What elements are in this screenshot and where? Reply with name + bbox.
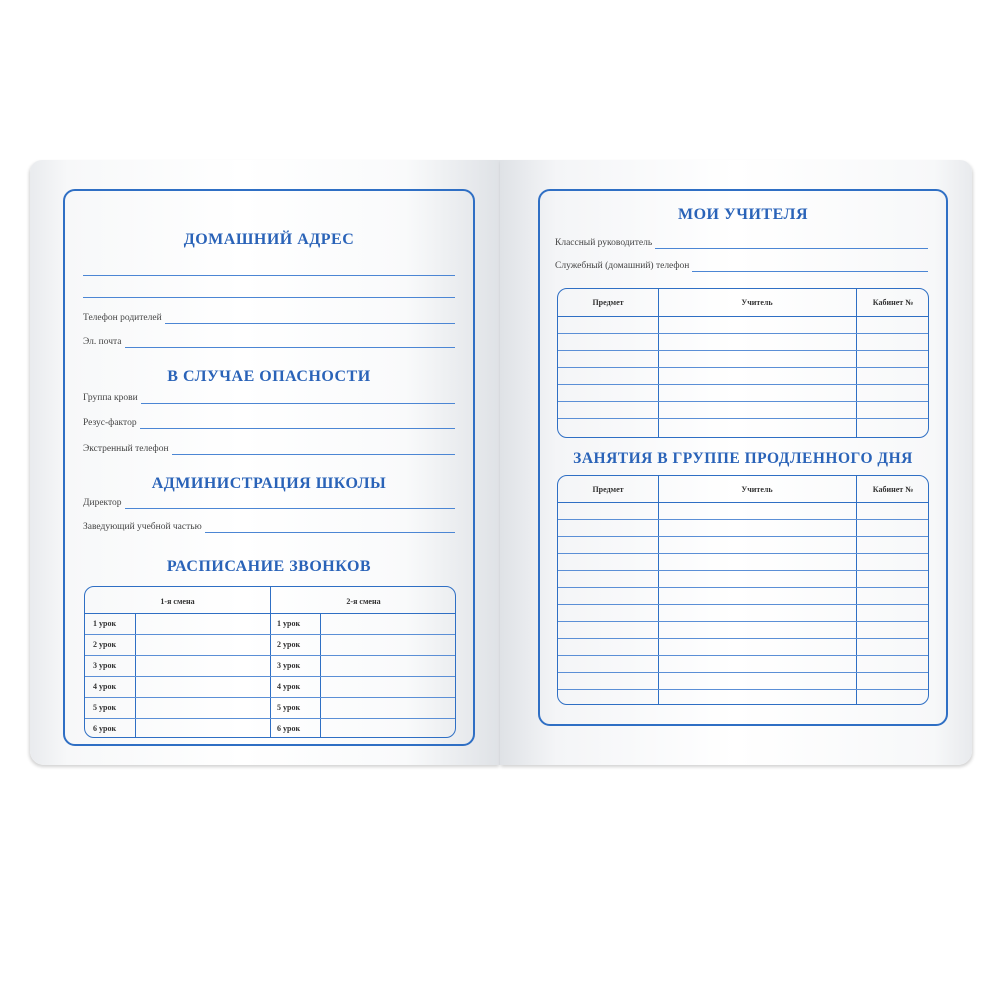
parents-phone-label: Телефон родителей <box>83 313 162 323</box>
shift2-lesson-1: 1 урок <box>277 619 301 628</box>
shift2-header: 2-я смена <box>346 597 381 606</box>
teachers-table <box>557 288 929 438</box>
danger-heading: В СЛУЧАЕ ОПАСНОСТИ <box>167 368 371 385</box>
work-phone-label: Служебный (домашний) телефон <box>555 261 690 271</box>
left-page <box>30 160 500 765</box>
director-field[interactable] <box>83 498 455 509</box>
emergency-phone-field[interactable] <box>83 444 455 455</box>
address-line-1[interactable] <box>83 275 455 276</box>
shift1-lesson-1: 1 урок <box>93 619 117 628</box>
rh-factor-field[interactable] <box>83 418 455 429</box>
bell-schedule-table <box>84 586 456 738</box>
parents-phone-field[interactable] <box>83 313 455 324</box>
extended-day-heading: ЗАНЯТИЯ В ГРУППЕ ПРОДЛЕННОГО ДНЯ <box>573 450 913 467</box>
shift1-lesson-5: 5 урок <box>93 703 117 712</box>
address-line-2[interactable] <box>83 297 455 298</box>
class-teacher-label: Классный руководитель <box>555 238 653 248</box>
shift2-lesson-2: 2 урок <box>277 640 301 649</box>
teachers-col-subject: Предмет <box>592 298 624 307</box>
blood-type-label: Группа крови <box>83 393 138 403</box>
extended-col-teacher: Учитель <box>741 485 773 494</box>
shift1-lesson-6: 6 урок <box>93 724 117 733</box>
blood-type-field[interactable] <box>83 393 455 404</box>
head-teacher-label: Заведующий учебной частью <box>83 522 202 532</box>
bell-schedule-heading: РАСПИСАНИЕ ЗВОНКОВ <box>166 558 372 575</box>
right-page-frame <box>538 189 948 726</box>
left-page-frame <box>63 189 475 746</box>
shift2-lesson-4: 4 урок <box>277 682 301 691</box>
extended-col-subject: Предмет <box>592 485 624 494</box>
email-label: Эл. почта <box>83 337 122 347</box>
rh-factor-label: Резус-фактор <box>83 418 137 428</box>
home-address-heading: ДОМАШНИЙ АДРЕС <box>183 231 355 248</box>
work-phone-field[interactable] <box>555 261 928 272</box>
head-teacher-field[interactable] <box>83 522 455 533</box>
extended-col-room: Кабинет № <box>872 485 914 494</box>
email-field[interactable] <box>83 337 455 348</box>
shift1-lesson-2: 2 урок <box>93 640 117 649</box>
director-label: Директор <box>83 498 122 508</box>
right-page <box>500 160 972 765</box>
shift2-lesson-3: 3 урок <box>277 661 301 670</box>
extended-day-table <box>557 475 929 705</box>
teachers-col-teacher: Учитель <box>741 298 773 307</box>
shift1-header: 1-я смена <box>160 597 195 606</box>
shift1-lesson-3: 3 урок <box>93 661 117 670</box>
shift2-lesson-6: 6 урок <box>277 724 301 733</box>
open-diary <box>30 160 972 765</box>
shift2-lesson-5: 5 урок <box>277 703 301 712</box>
my-teachers-heading: МОИ УЧИТЕЛЯ <box>677 206 809 223</box>
shift1-lesson-4: 4 урок <box>93 682 117 691</box>
administration-heading: АДМИНИСТРАЦИЯ ШКОЛЫ <box>151 475 387 492</box>
emergency-phone-label: Экстренный телефон <box>83 444 169 454</box>
class-teacher-field[interactable] <box>555 238 928 249</box>
teachers-col-room: Кабинет № <box>872 298 914 307</box>
